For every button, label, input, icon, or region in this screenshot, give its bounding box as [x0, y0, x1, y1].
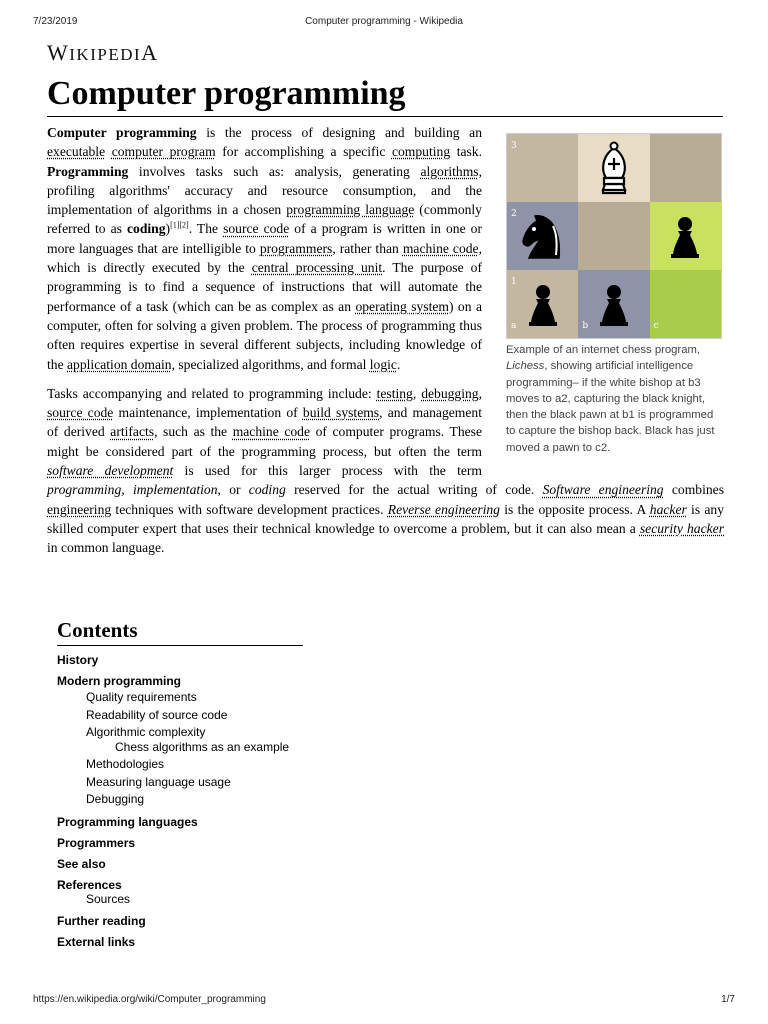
toc-item-programming-languages[interactable]: Programming languages	[57, 814, 198, 829]
link-artifacts[interactable]: artifacts	[110, 424, 155, 440]
rank-label: 3	[511, 141, 517, 151]
link-operating-system[interactable]: operating system	[355, 298, 449, 314]
toc-item-modern-programming[interactable]: Modern programming	[57, 674, 182, 688]
square-b3	[578, 134, 649, 202]
print-url: https://en.wikipedia.org/wiki/Computer_programming	[33, 994, 266, 1005]
link-debugging[interactable]: debugging	[421, 385, 479, 401]
link-hacker[interactable]: hacker	[649, 501, 687, 517]
wikipedia-wordmark[interactable]: WIKIPEDIA	[47, 40, 159, 65]
second-paragraph: Tasks accompanying and related to programming include: testing, debugging, source code maintenance, implementation of build systems, and management of derived artifacts, such as the machine code of computer programs. These might be considered part of the programming process, but often the term software development is used for this larger process with the term programming, implementation, or coding reserved for the actual writing of code. Software engineering combines engineering techniques with software development practices. Reverse engineering is the opposite process. A hacker is any skilled computer expert that uses their technical knowledge to overcome a problem, but it can also mean a security hacker in common language.	[47, 385, 724, 556]
black-knight-icon	[515, 208, 571, 264]
toc-item-further-reading[interactable]: Further reading	[57, 914, 146, 928]
square-c1	[650, 270, 721, 338]
link-programmers[interactable]: programmers	[259, 240, 333, 256]
table-of-contents	[57, 616, 303, 950]
link-executable[interactable]: executable	[47, 144, 106, 160]
lead-paragraph: Computer programming is the process of designing and building an executable computer program for accomplishing a specific computing task. Programming involves tasks such as: analysis, generating algorithms, profiling algorithms' accuracy and resource consumption, and the implementation of algorithms in a chosen programming language (commonly referred to as coding)[1][2]. The source code of a program is written in one or more languages that are intelligible to programmers, rather than machine code, which is directly executed by the central processing unit. The purpose of programming is to find a sequence of instructions that will automate the performance of a task (which can be as complex as an operating system) on a computer, often for solving a given problem. The process of programming thus often requires expertise in several different subjects, including knowledge of the application domain, specialized algorithms, and formal logic.	[47, 125, 483, 372]
link-logic[interactable]: logic	[369, 356, 397, 372]
black-pawn-icon	[592, 280, 636, 328]
rank-label: 2	[511, 209, 517, 219]
square-c3	[650, 134, 721, 202]
link-engineering[interactable]: engineering	[47, 501, 112, 517]
print-date: 7/23/2019	[33, 16, 78, 27]
page-number: 1/7	[721, 994, 735, 1005]
link-software-development[interactable]: software development	[47, 463, 174, 479]
link-testing[interactable]: testing	[376, 385, 413, 401]
square-b1	[578, 270, 649, 338]
link-computer-program[interactable]: computer program	[111, 144, 216, 160]
square-c2	[650, 202, 721, 270]
toc-item-references[interactable]: References	[57, 877, 122, 892]
square-a1	[507, 270, 578, 338]
rank-label: 1	[511, 277, 517, 287]
toc-item-sources[interactable]: Sources	[86, 891, 131, 906]
link-build-systems[interactable]: build systems	[302, 405, 380, 421]
toc-item-see-also[interactable]: See also	[57, 856, 106, 871]
toc-item-quality-requirements[interactable]: Quality requirements	[86, 690, 197, 704]
toc-item-methodologies[interactable]: Methodologies	[86, 757, 165, 771]
link-machine-code[interactable]: machine code	[232, 424, 310, 440]
toc-item-programmers[interactable]: Programmers	[57, 835, 136, 850]
toc-item-history[interactable]: History	[57, 653, 99, 667]
link-software-engineering[interactable]: Software engineering	[542, 482, 664, 498]
link-machine-code[interactable]: machine code	[402, 240, 479, 256]
link-reverse-engineering[interactable]: Reverse engineering	[387, 501, 500, 517]
black-pawn-icon	[663, 212, 707, 260]
file-label: c	[653, 320, 659, 331]
file-label: a	[511, 320, 517, 331]
black-pawn-icon	[521, 280, 565, 328]
toc-item-algorithmic-complexity[interactable]: Algorithmic complexity	[86, 725, 206, 739]
square-a3	[507, 134, 578, 202]
link-algorithms[interactable]: algorithms	[420, 163, 479, 179]
link-computing[interactable]: computing	[391, 144, 451, 160]
toc-item-measuring-language-usage[interactable]: Measuring language usage	[86, 774, 231, 789]
link-central-processing-unit[interactable]: central processing unit	[251, 260, 383, 276]
toc-title: Contents	[57, 618, 138, 642]
print-title: Computer programming - Wikipedia	[305, 16, 463, 27]
link-source-code[interactable]: source code	[47, 405, 114, 421]
toc-item-debugging[interactable]: Debugging	[86, 792, 145, 806]
link-source-code[interactable]: source code	[223, 221, 290, 237]
square-b2	[578, 202, 649, 270]
toc-item-external-links[interactable]: External links	[57, 935, 136, 949]
file-label: b	[582, 320, 589, 331]
citation-ref[interactable]: [1][2]	[170, 220, 189, 230]
toc-item-readability[interactable]: Readability of source code	[86, 707, 228, 722]
toc-item-chess-algorithms[interactable]: Chess algorithms as an example	[115, 739, 290, 754]
white-bishop-icon	[588, 140, 640, 196]
chess-board-image[interactable]	[506, 133, 722, 339]
square-a2	[507, 202, 578, 270]
link-programming-language[interactable]: programming language	[286, 202, 415, 218]
link-security-hacker[interactable]: security hacker	[639, 520, 724, 536]
link-application-domain[interactable]: application domain	[67, 356, 172, 372]
toc-divider	[57, 645, 303, 646]
page-title: Computer programming	[47, 75, 406, 112]
image-caption: Example of an internet chess program, Lichess, showing artificial intelligence programming– if the white bishop at b3 moves to a2, capturing the black knight, then the black pawn at b1 is programmed to capture the bishop back. Black has just moved a pawn to c2.	[506, 344, 715, 454]
infobox	[506, 133, 724, 456]
article-body	[47, 123, 724, 568]
title-divider	[47, 116, 723, 117]
